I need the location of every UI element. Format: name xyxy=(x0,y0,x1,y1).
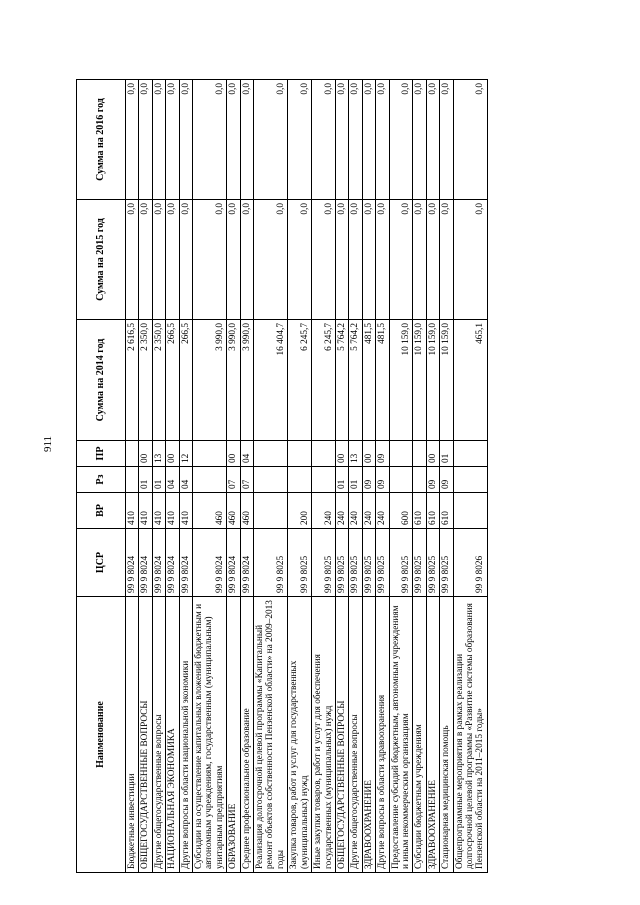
row-sum-2016: 0,0 xyxy=(166,80,179,200)
row-vr: 410 xyxy=(166,493,179,529)
row-sum-2014: 2 616,5 xyxy=(126,320,139,441)
row-pr: 04 xyxy=(240,441,253,467)
row-vr: 610 xyxy=(440,493,453,529)
header-csr: ЦСР xyxy=(77,529,126,597)
row-vr: 600 xyxy=(389,493,413,529)
row-sum-2015: 0,0 xyxy=(440,200,453,320)
table-row xyxy=(413,80,426,873)
row-pr xyxy=(312,441,336,467)
row-rz: 09 xyxy=(376,467,389,493)
row-name: Предоставление субсидий бюджетным, автономным учреждениям и иным некоммерческим организациям xyxy=(389,597,413,873)
row-vr: 240 xyxy=(349,493,362,529)
page-number: 911 xyxy=(42,435,54,453)
row-sum-2015: 0,0 xyxy=(376,200,389,320)
row-vr: 410 xyxy=(139,493,152,529)
row-pr: 00 xyxy=(139,441,152,467)
row-sum-2016: 0,0 xyxy=(362,80,375,200)
row-pr: 00 xyxy=(227,441,240,467)
row-sum-2015: 0,0 xyxy=(349,200,362,320)
row-csr: 99 9 8025 xyxy=(413,529,426,597)
table-row xyxy=(240,80,253,873)
row-csr: 99 9 8026 xyxy=(453,529,487,597)
row-sum-2016: 0,0 xyxy=(389,80,413,200)
table-row xyxy=(349,80,362,873)
row-pr: 00 xyxy=(166,441,179,467)
row-rz xyxy=(389,467,413,493)
row-rz xyxy=(254,467,288,493)
header-name: Наименование xyxy=(77,597,126,873)
row-sum-2016: 0,0 xyxy=(179,80,192,200)
table-row xyxy=(139,80,152,873)
row-sum-2014: 6 245,7 xyxy=(288,320,312,441)
row-sum-2014: 10 159,0 xyxy=(426,320,439,441)
row-vr: 410 xyxy=(152,493,165,529)
header-pr: ПР xyxy=(77,441,126,467)
row-sum-2014: 266,5 xyxy=(179,320,192,441)
row-sum-2015: 0,0 xyxy=(288,200,312,320)
row-name: Субсидии бюджетным учреждениям xyxy=(413,597,426,873)
row-pr: 13 xyxy=(152,441,165,467)
row-name: Среднее профессиональное образование xyxy=(240,597,253,873)
table-row xyxy=(166,80,179,873)
row-csr: 99 9 8024 xyxy=(126,529,139,597)
row-csr: 99 9 8025 xyxy=(335,529,348,597)
row-csr: 99 9 8025 xyxy=(288,529,312,597)
row-name: ОБРАЗОВАНИЕ xyxy=(227,597,240,873)
row-csr: 99 9 8025 xyxy=(440,529,453,597)
row-pr: 00 xyxy=(362,441,375,467)
table-row xyxy=(288,80,312,873)
row-sum-2015: 0,0 xyxy=(254,200,288,320)
row-csr: 99 9 8024 xyxy=(152,529,165,597)
row-name: Бюджетные инвестиции xyxy=(126,597,139,873)
row-sum-2014: 10 159,0 xyxy=(440,320,453,441)
row-csr: 99 9 8025 xyxy=(426,529,439,597)
table-row xyxy=(335,80,348,873)
row-name: НАЦИОНАЛЬНАЯ ЭКОНОМИКА xyxy=(166,597,179,873)
row-csr: 99 9 8025 xyxy=(389,529,413,597)
table-row xyxy=(426,80,439,873)
row-csr: 99 9 8025 xyxy=(254,529,288,597)
row-pr: 01 xyxy=(440,441,453,467)
row-name: Субсидии на осуществление капитальных вложений бюджетным и автономным учреждениям, государственным (муниципальным) унитарным предприятиям xyxy=(193,597,227,873)
row-vr: 460 xyxy=(240,493,253,529)
row-csr: 99 9 8024 xyxy=(166,529,179,597)
row-csr: 99 9 8025 xyxy=(349,529,362,597)
row-vr xyxy=(453,493,487,529)
row-name: Общепрограммные мероприятия в рамках реализации долгосрочной целевой программы «Развитие системы образования Пензенской области на 2011–2015 годы» xyxy=(453,597,487,873)
row-pr: 09 xyxy=(376,441,389,467)
row-rz: 09 xyxy=(426,467,439,493)
row-sum-2015: 0,0 xyxy=(126,200,139,320)
row-name: ОБЩЕГОСУДАРСТВЕННЫЕ ВОПРОСЫ xyxy=(335,597,348,873)
row-name: Закупка товаров, работ и услуг для государственных (муниципальных) нужд xyxy=(288,597,312,873)
row-rz xyxy=(413,467,426,493)
row-vr: 240 xyxy=(362,493,375,529)
row-sum-2014: 481,5 xyxy=(362,320,375,441)
row-sum-2016: 0,0 xyxy=(349,80,362,200)
header-row xyxy=(77,80,126,873)
budget-table xyxy=(76,79,488,873)
table-row xyxy=(126,80,139,873)
row-sum-2016: 0,0 xyxy=(376,80,389,200)
table-row xyxy=(227,80,240,873)
header-vr: ВР xyxy=(77,493,126,529)
row-sum-2015: 0,0 xyxy=(193,200,227,320)
row-sum-2016: 0,0 xyxy=(312,80,336,200)
row-sum-2016: 0,0 xyxy=(254,80,288,200)
row-name: ЗДРАВООХРАНЕНИЕ xyxy=(426,597,439,873)
row-pr xyxy=(413,441,426,467)
header-sum-2014: Сумма на 2014 год xyxy=(77,320,126,441)
row-pr xyxy=(453,441,487,467)
row-sum-2014: 3 990,0 xyxy=(227,320,240,441)
row-pr xyxy=(288,441,312,467)
row-pr xyxy=(254,441,288,467)
row-sum-2016: 0,0 xyxy=(335,80,348,200)
row-sum-2015: 0,0 xyxy=(335,200,348,320)
row-rz: 09 xyxy=(362,467,375,493)
table-row xyxy=(179,80,192,873)
header-sum-2015: Сумма на 2015 год xyxy=(77,200,126,320)
row-pr xyxy=(126,441,139,467)
row-rz: 01 xyxy=(152,467,165,493)
row-vr: 240 xyxy=(335,493,348,529)
row-sum-2014: 10 159,0 xyxy=(413,320,426,441)
row-sum-2014: 465,1 xyxy=(453,320,487,441)
row-vr: 610 xyxy=(413,493,426,529)
row-sum-2016: 0,0 xyxy=(139,80,152,200)
row-csr: 99 9 8024 xyxy=(227,529,240,597)
row-pr: 00 xyxy=(335,441,348,467)
row-sum-2014: 6 245,7 xyxy=(312,320,336,441)
row-csr: 99 9 8024 xyxy=(139,529,152,597)
row-sum-2015: 0,0 xyxy=(139,200,152,320)
row-sum-2014: 16 404,7 xyxy=(254,320,288,441)
table-row xyxy=(453,80,487,873)
row-vr: 240 xyxy=(312,493,336,529)
row-csr: 99 9 8025 xyxy=(312,529,336,597)
row-sum-2016: 0,0 xyxy=(152,80,165,200)
row-sum-2015: 0,0 xyxy=(413,200,426,320)
rotated-page xyxy=(76,80,596,873)
row-rz: 07 xyxy=(240,467,253,493)
row-pr: 00 xyxy=(426,441,439,467)
row-name: ЗДРАВООХРАНЕНИЕ xyxy=(362,597,375,873)
row-sum-2014: 5 764,2 xyxy=(335,320,348,441)
row-csr: 99 9 8024 xyxy=(179,529,192,597)
row-sum-2014: 266,5 xyxy=(166,320,179,441)
row-sum-2015: 0,0 xyxy=(227,200,240,320)
table-body xyxy=(126,80,488,873)
row-sum-2016: 0,0 xyxy=(413,80,426,200)
row-vr: 200 xyxy=(288,493,312,529)
table-row xyxy=(193,80,227,873)
row-rz xyxy=(288,467,312,493)
row-vr xyxy=(254,493,288,529)
row-rz xyxy=(193,467,227,493)
row-rz xyxy=(312,467,336,493)
table-row xyxy=(362,80,375,873)
row-name: Другие общегосударственные вопросы xyxy=(349,597,362,873)
row-sum-2015: 0,0 xyxy=(426,200,439,320)
table-row xyxy=(254,80,288,873)
row-vr: 460 xyxy=(193,493,227,529)
table-row xyxy=(440,80,453,873)
row-name: Другие вопросы в области здравоохранения xyxy=(376,597,389,873)
row-name: Другие общегосударственные вопросы xyxy=(152,597,165,873)
row-sum-2014: 5 764,2 xyxy=(349,320,362,441)
table-row xyxy=(312,80,336,873)
row-name: Стационарная медицинская помощь xyxy=(440,597,453,873)
row-sum-2014: 481,5 xyxy=(376,320,389,441)
row-rz: 01 xyxy=(335,467,348,493)
row-name: Реализация долгосрочной целевой программы «Капитальный ремонт объектов собственности Пензенской области» на 2009–2013 годы xyxy=(254,597,288,873)
row-csr: 99 9 8025 xyxy=(362,529,375,597)
row-vr: 460 xyxy=(227,493,240,529)
row-sum-2014: 2 350,0 xyxy=(139,320,152,441)
row-name: Другие вопросы в области национальной экономики xyxy=(179,597,192,873)
row-sum-2015: 0,0 xyxy=(389,200,413,320)
header-rz: Рз xyxy=(77,467,126,493)
row-sum-2016: 0,0 xyxy=(453,80,487,200)
row-rz xyxy=(453,467,487,493)
row-rz: 01 xyxy=(139,467,152,493)
table-row xyxy=(376,80,389,873)
row-pr xyxy=(389,441,413,467)
row-pr: 13 xyxy=(349,441,362,467)
row-vr: 610 xyxy=(426,493,439,529)
row-csr: 99 9 8024 xyxy=(193,529,227,597)
row-sum-2014: 3 990,0 xyxy=(193,320,227,441)
row-sum-2014: 2 350,0 xyxy=(152,320,165,441)
row-rz: 04 xyxy=(166,467,179,493)
row-csr: 99 9 8025 xyxy=(376,529,389,597)
row-sum-2016: 0,0 xyxy=(426,80,439,200)
row-name: Иные закупки товаров, работ и услуг для обеспечения государственных (муниципальных) нужд xyxy=(312,597,336,873)
header-sum-2016: Сумма на 2016 год xyxy=(77,80,126,200)
row-rz: 07 xyxy=(227,467,240,493)
row-pr xyxy=(193,441,227,467)
row-sum-2016: 0,0 xyxy=(227,80,240,200)
row-csr: 99 9 8024 xyxy=(240,529,253,597)
row-sum-2016: 0,0 xyxy=(440,80,453,200)
row-rz: 09 xyxy=(440,467,453,493)
row-sum-2015: 0,0 xyxy=(240,200,253,320)
row-sum-2016: 0,0 xyxy=(240,80,253,200)
row-sum-2015: 0,0 xyxy=(166,200,179,320)
row-sum-2015: 0,0 xyxy=(362,200,375,320)
row-name: ОБЩЕГОСУДАРСТВЕННЫЕ ВОПРОСЫ xyxy=(139,597,152,873)
row-vr: 240 xyxy=(376,493,389,529)
row-pr: 12 xyxy=(179,441,192,467)
row-vr: 410 xyxy=(179,493,192,529)
row-rz: 04 xyxy=(179,467,192,493)
row-sum-2015: 0,0 xyxy=(179,200,192,320)
row-rz: 01 xyxy=(349,467,362,493)
row-vr: 410 xyxy=(126,493,139,529)
row-sum-2014: 10 159,0 xyxy=(389,320,413,441)
row-sum-2015: 0,0 xyxy=(312,200,336,320)
row-sum-2014: 3 990,0 xyxy=(240,320,253,441)
row-sum-2015: 0,0 xyxy=(152,200,165,320)
table-row xyxy=(389,80,413,873)
table-row xyxy=(152,80,165,873)
row-sum-2016: 0,0 xyxy=(288,80,312,200)
row-sum-2015: 0,0 xyxy=(453,200,487,320)
row-rz xyxy=(126,467,139,493)
row-sum-2016: 0,0 xyxy=(126,80,139,200)
row-sum-2016: 0,0 xyxy=(193,80,227,200)
